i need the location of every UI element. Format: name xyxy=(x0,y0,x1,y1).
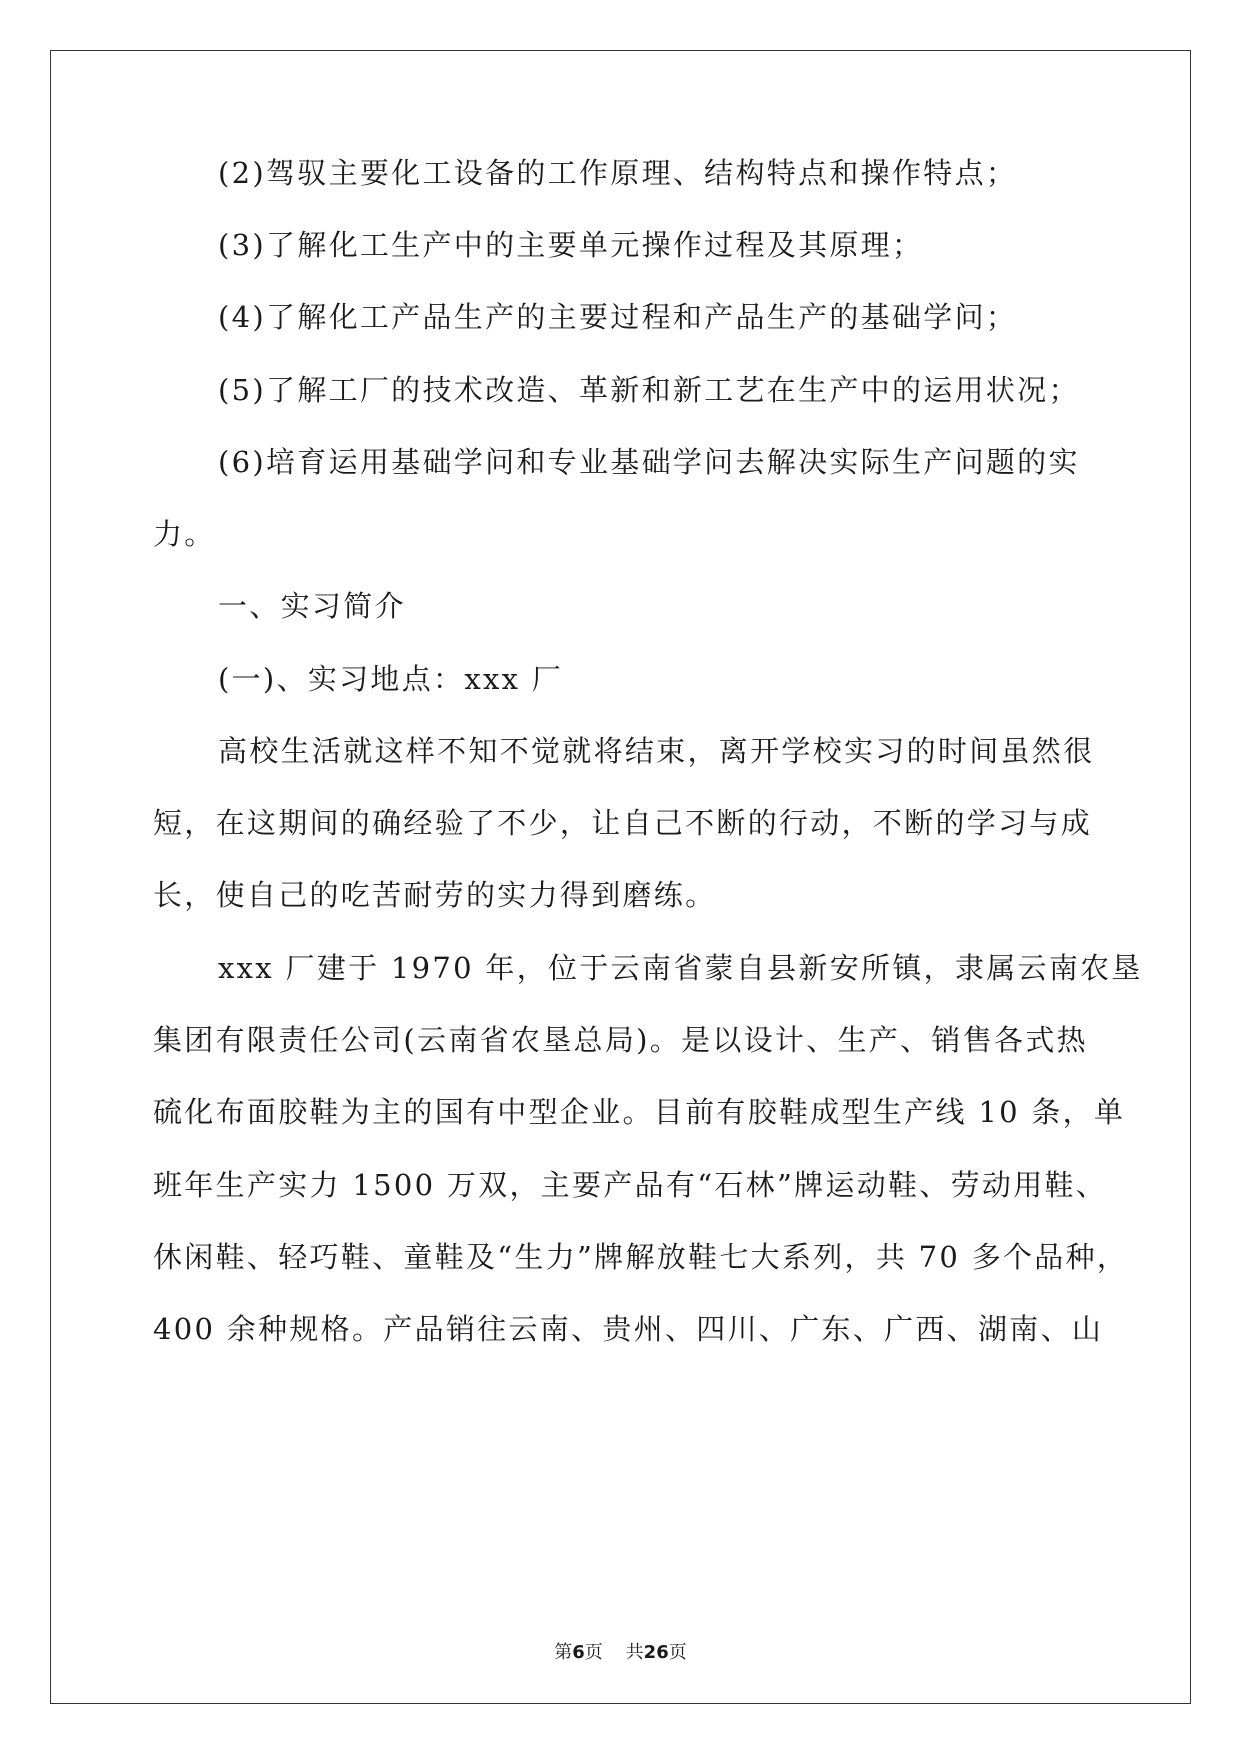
page-prefix: 第 xyxy=(554,1642,573,1663)
body-text-line: 高校生活就这样不知不觉就将结束，离开学校实习的时间虽然很 xyxy=(218,734,1095,768)
body-text-line: 班年生产实力 1500 万双，主要产品有“石林”牌运动鞋、劳动用鞋、 xyxy=(153,1168,1108,1202)
total-prefix: 共 xyxy=(625,1642,644,1663)
page-number: 6 xyxy=(572,1642,585,1663)
body-text-line: 长，使自己的吃苦耐劳的实力得到磨练。 xyxy=(153,878,717,912)
body-text-line: xxx 厂建于 1970 年，位于云南省蒙自县新安所镇，隶属云南农垦 xyxy=(218,951,1143,985)
body-text-line: 休闲鞋、轻巧鞋、童鞋及“生力”牌解放鞋七大系列，共 70 多个品种， xyxy=(153,1240,1129,1274)
body-text-line: (6)培育运用基础学问和专业基础学问去解决实际生产问题的实 xyxy=(218,445,1080,479)
section-heading: 一、实习简介 xyxy=(218,589,406,623)
body-text-line: 短，在这期间的确经验了不少，让自己不断的行动，不断的学习与成 xyxy=(153,806,1093,840)
body-text-line: (4)了解化工产品生产的主要过程和产品生产的基础学问； xyxy=(218,300,1018,334)
body-text-line: 力。 xyxy=(153,517,216,551)
total-pages: 26 xyxy=(643,1642,669,1663)
subsection-heading: (一)、实习地点：xxx 厂 xyxy=(218,662,564,696)
body-text-line: 400 余种规格。产品销往云南、贵州、四川、广东、广西、湖南、山 xyxy=(153,1312,1104,1346)
body-text-line: (2)驾驭主要化工设备的工作原理、结构特点和操作特点； xyxy=(218,156,1018,190)
total-suffix: 页 xyxy=(668,1642,687,1663)
page-suffix: 页 xyxy=(584,1642,603,1663)
page-footer xyxy=(0,1641,1241,1665)
body-text-line: (3)了解化工生产中的主要单元操作过程及其原理； xyxy=(218,228,924,262)
body-text-line: (5)了解工厂的技术改造、革新和新工艺在生产中的运用状况； xyxy=(218,373,1080,407)
body-text-line: 硫化布面胶鞋为主的国有中型企业。目前有胶鞋成型生产线 10 条，单 xyxy=(153,1095,1126,1129)
body-text-line: 集团有限责任公司(云南省农垦总局)。是以设计、生产、销售各式热 xyxy=(153,1023,1088,1057)
